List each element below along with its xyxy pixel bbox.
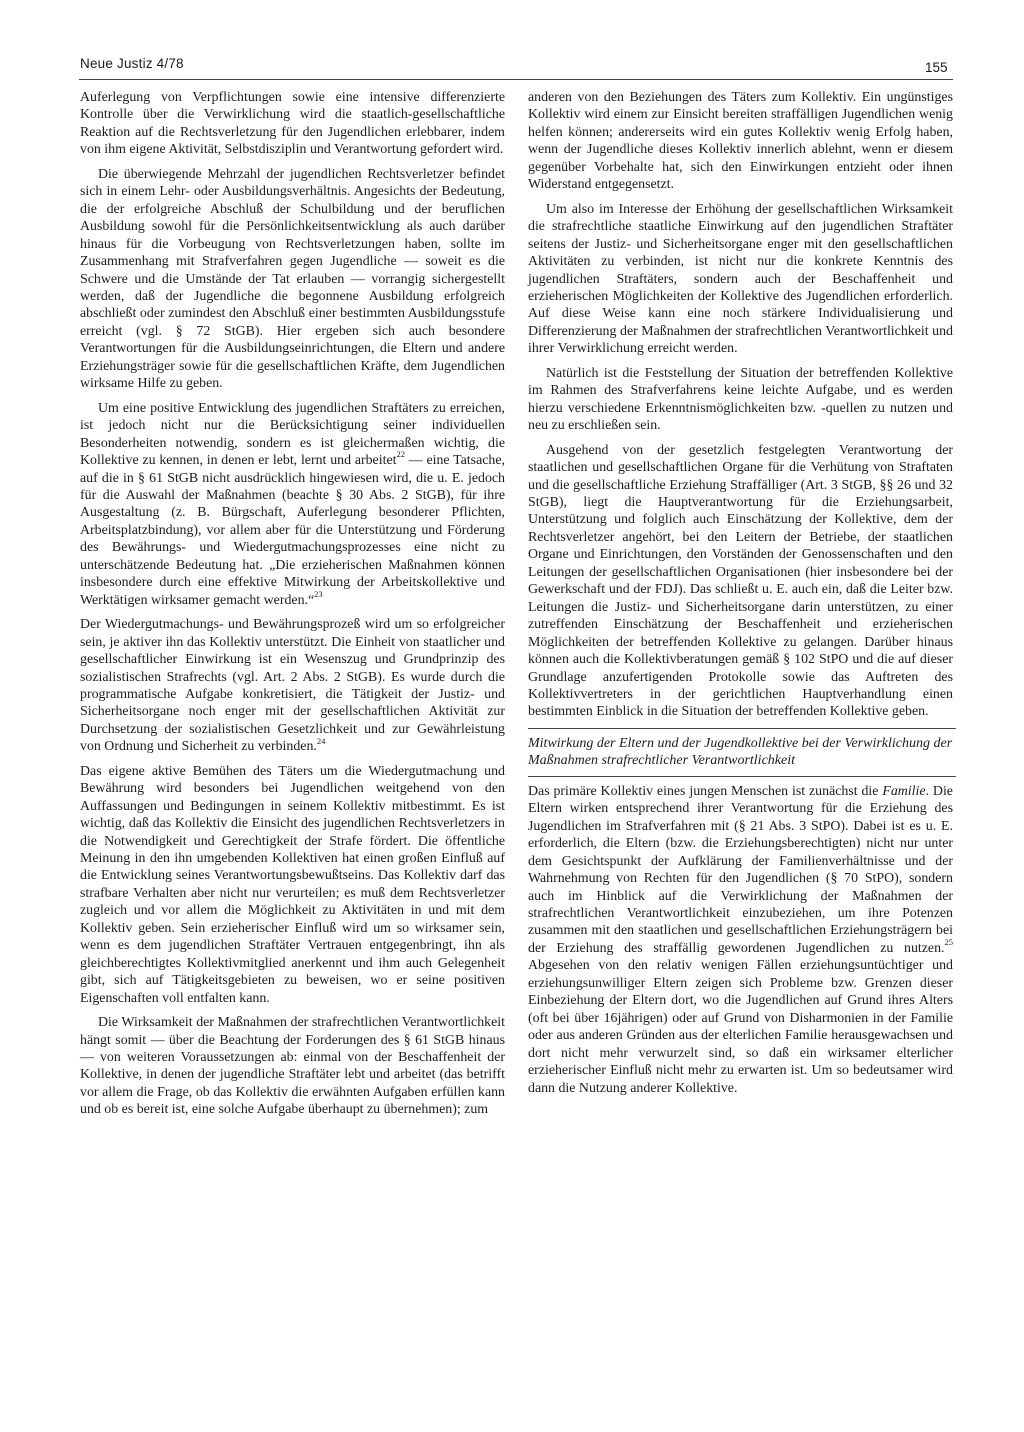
paragraph-text: — eine Tatsache, auf die in § 61 StGB nicht ausdrücklich hingewiesen wird, die u. E. jedoch für die Auswahl der Maßnahmen (beachte § 30 Abs. 2 StGB), für ihre Ausgestaltung (z. B. Bürgschaft, Auferlegung besonderer Pflichten, Arbeitsplatzbindung), vor allem aber für die Unterstützung und Förderung des Bewährungs- und Wiedergutmachungsprozesses eine nicht zu unterschätzende Bedeutung hat. „Die erzieherischen Maßnahmen können insbesondere durch eine effektive Mitwirkung der Arbeitskollektive und Werktätigen wirksamer gemacht werden.“ bbox=[80, 453, 505, 608]
paragraph bbox=[528, 783, 953, 1097]
paragraph-text: Das primäre Kollektiv eines jungen Menschen ist zunächst die bbox=[528, 783, 883, 799]
paragraph-text: Der Wiedergutmachungs- und Bewährungsprozeß wird um so erfolgreicher sein, je aktiver ihn das Kollektiv unterstützt. Die Einheit von staatlicher und gesellschaftlicher Einwirkung ist ein Wesenszug und Grundprinzip des sozialistischen Strafrechts (vgl. Art. 2 Abs. 2 StGB). Es wurde durch die programmatische Aufgabe konkretisiert, die Tätigkeit der Justiz- und Sicherheitsorgane noch enger mit der gesellschaftlichen Aktivität zur Durchsetzung der sozialistischen Gesetzlichkeit und zur Gewährleistung von Ordnung und Sicherheit zu verbinden. bbox=[80, 617, 505, 755]
paragraph: Die Wirksamkeit der Maßnahmen der strafrechtlichen Verantwortlichkeit hängt somit — über die Beachtung der Forderungen des § 61 StGB hinaus — von weiteren Voraussetzungen ab: einmal von der Beschaffenheit der Kollektive, in denen der jugendliche Straftäter lebt und arbeitet (das betrifft vor allem die Frage, ob das Kollektiv die erwähnten Aufgaben erfüllen kann und ob es bereit ist, eine solche Aufgabe überhaupt zu übernehmen); zum bbox=[80, 1015, 505, 1118]
paragraph-text: Abgesehen von den relativ wenigen Fällen erziehungsuntüchtiger und erziehungsunwilliger Eltern zeigen sich Probleme bzw. Grenzen dieser Einbeziehung der Eltern dort, wo die Jugendlichen auf Grund ihres Alters (oft bei über 16jährigen) oder auf Grund von Disharmonien in der Familie oder aus anderen Gründen aus der elterlichen Familie herausgewachsen und dort nicht mehr verwurzelt sind, so daß ein wirksamer elterlicher erzieherischer Einfluß nicht mehr zu erwarten ist. Um so bedeutsamer wird dann die Nutzung anderer Kollektive. bbox=[528, 958, 953, 1096]
paragraph: Auferlegung von Verpflichtungen sowie eine intensive differenzierte Kontrolle über die Verwirklichung wird die staatlich-gesellschaftliche Reaktion auf die Rechtsverletzung für den Jugendlichen erlebbarer, indem von ihm eigene Aktivität, Selbstdisziplin und Verantwortung gefordert wird. bbox=[80, 90, 505, 158]
footnote-marker: 24 bbox=[316, 735, 326, 746]
subheading-rule-top bbox=[528, 728, 956, 729]
section-subheading: Mitwirkung der Eltern und der Jugendkollektive bei der Verwirklichung der Maßnahmen strafrechtlicher Verantwortlichkeit bbox=[528, 735, 953, 769]
footnote-marker: 25 bbox=[944, 937, 953, 948]
paragraph-text: Um eine positive Entwicklung des jugendlichen Straftäters zu erreichen, ist jedoch nicht nur die Berücksichtigung seiner individuellen Besonderheiten notwendig, sondern es ist gleichermaßen wichtig, die Kollektive zu kennen, in denen er lebt, lernt und arbeitet bbox=[80, 400, 505, 469]
right-column bbox=[528, 89, 953, 1104]
paragraph: Das eigene aktive Bemühen des Täters um die Wiedergutmachung und Bewährung wird besonders bei Jugendlichen weitgehend von den Auffassungen und Bedingungen in seinem Kollektiv mitbestimmt. Es ist wichtig, daß das Kollektiv die Einsicht des jugendlichen Rechtsverletzers in die Notwendigkeit und Gerechtigkeit der Strafe fördert. Die öffentliche Meinung in den ihn umgebenden Kollektiven hat einen großen Einfluß auf die Entwicklung seines Verantwortungsbewußtseins. Das Kollektiv darf das strafbare Verhalten aber nicht nur verurteilen; es muß dem Rechtsverletzer zugleich und vor allem die Möglichkeit zu Aktivitäten in und mit dem Kollektiv geben. Sein erzieherischer Einfluß wird um so wirksamer sein, wenn es dem jugendlichen Straftäter Vertrauen entgegenbringt, ihn als gleichberechtigtes Kollektivmitglied anerkennt und ihm auch Gelegenheit gibt, sich auf Tätigkeitsgebieten zu beweisen, wo er seine positiven Eigenschaften voll entfalten kann. bbox=[80, 763, 505, 1006]
paragraph bbox=[80, 616, 505, 756]
emphasis: Familie bbox=[882, 783, 926, 799]
footnote-marker: 22 bbox=[396, 449, 405, 460]
subheading-rule-bottom bbox=[528, 776, 956, 777]
paragraph bbox=[80, 400, 505, 609]
paragraph: Ausgehend von der gesetzlich festgelegten Verantwortung der staatlichen und gesellschaftlichen Organe für die Verhütung von Straftaten und die gesellschaftliche Erziehung Straffälliger (Art. 3 StGB, §§ 26 und 32 StGB), liegt die Hauptverantwortung für die Erziehungsarbeit, Unterstützung und folglich auch Einschätzung der Kollektive, dem der Rechtsverletzer angehört, bei den Leitern der Betriebe, der staatlichen Organe und Einrichtungen, den Vorständen der Genossenschaften und den Leitungen der gesellschaftlichen Organisationen (hier insbesondere bei der Gewerkschaft und der FDJ). Das schließt u. E. auch ein, daß die Leiter bzw. Leitungen die Justiz- und Sicherheitsorgane darin unterstützen, zu einer zutreffenden Einschätzung der Beschaffenheit und erzieherischen Möglichkeiten der betreffenden Kollektive zu gelangen. Darüber hinaus können auch die Kollektivberatungen gemäß § 102 StPO und die auf dieser Grundlage anzufertigenden Protokolle sowie das Auftreten des Kollektivvertreters in der gerichtlichen Hauptverhandlung einen bestimmten Einblick in die Situation der betreffenden Kollektive geben. bbox=[528, 442, 953, 720]
paragraph: Natürlich ist die Feststellung der Situation der betreffenden Kollektive im Rahmen des Strafverfahrens keine leichte Aufgabe, und es werden hierzu verschiedene Erkenntnismöglichkeiten bzw. -quellen zu nutzen und neu zu erschließen sein. bbox=[528, 365, 953, 434]
paragraph: Die überwiegende Mehrzahl der jugendlichen Rechtsverletzer befindet sich in einem Lehr- oder Ausbildungsverhältnis. Angesichts der Bedeutung, die der erfolgreiche Abschluß der Schulbildung und der beruflichen Ausbildung sowohl für die Persönlichkeitsentwicklung als auch darüber hinaus für die Vorbeugung von Rechtsverletzungen haben, sollte im Zusammenhang mit Strafverfahren gegen Jugendliche — soweit es die Schwere und die Umstände der Tat erlauben — vorrangig sichergestellt werden, daß der Jugendliche die begonnene Ausbildung erfolgreich abschließt oder zumindest den Abschluß einer bestimmten Ausbildungsstufe erreicht (vgl. § 72 StGB). Hier ergeben sich auch besondere Verantwortungen für die Ausbildungseinrichtungen, die Eltern und andere Erziehungsträger sowie für die gesellschaftlichen Kräfte, dem Jugendlichen wirksame Hilfe zu geben. bbox=[80, 166, 505, 392]
journal-title: Neue Justiz 4/78 bbox=[80, 56, 184, 71]
paragraph-text: . Die Eltern wirken entsprechend ihrer Verantwortung für die Erziehung des Jugendlichen im Strafverfahren mit (§ 21 Abs. 3 StPO). Dabei ist es u. E. erforderlich, die Eltern (bzw. die Erziehungsberechtigten) nicht nur unter dem Gesichtspunkt der Aufklärung der Familienverhältnisse und der Wahrnehmung von Rechten für den Jugendlichen (§ 70 StPO), sondern auch im Hinblick auf die Verwirklichung der Maßnahmen der strafrechtlichen Verantwortlichkeit einzubeziehen, um ihre Potenzen zusammen mit den staatlichen und gesellschaftlichen Erziehungsträgern bei der Erziehung des straffällig gewordenen Jugendlichen zu nutzen. bbox=[528, 783, 953, 956]
paragraph: Um also im Interesse der Erhöhung der gesellschaftlichen Wirksamkeit die strafrechtliche staatliche Einwirkung auf den jugendlichen Straftäter seitens der Justiz- und Sicherheitsorgane enger mit den gesellschaftlichen Aktivitäten zu verbinden, ist nicht nur die konkrete Kenntnis des jugendlichen Straftäters, sondern auch der Beschaffenheit und erzieherischen Möglichkeiten der Kollektive des Jugendlichen erforderlich. Auf diese Weise kann eine noch stärkere Individualisierung und Differenzierung der Maßnahmen der strafrechtlichen Verantwortlichkeit und ihrer Verwirklichung erreicht werden. bbox=[528, 201, 953, 357]
paragraph: anderen von den Beziehungen des Täters zum Kollektiv. Ein ungünstiges Kollektiv wird einem zur Einsicht bereiten straffälligen Jugendlichen wenig helfen können; andererseits wird ein gutes Kollektiv wenig Erfolg haben, wenn der Jugendliche dieses Kollektiv innerlich ablehnt, wenn er diesem gegenüber Vorbehalte hat, sich den Einwirkungen entzieht oder ihnen Widerstand entgegensetzt. bbox=[528, 90, 953, 193]
header-rule bbox=[79, 79, 953, 80]
left-column bbox=[80, 89, 505, 1126]
footnote-marker: 23 bbox=[314, 589, 323, 600]
page-number: 155 bbox=[925, 60, 948, 75]
